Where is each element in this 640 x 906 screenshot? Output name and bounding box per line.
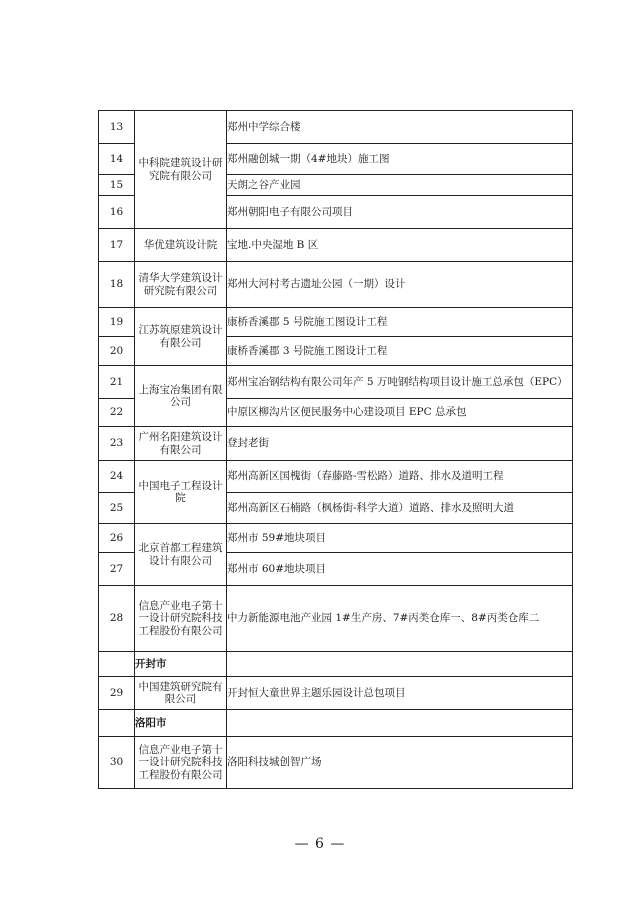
city-header-row	[99, 652, 573, 677]
project-table	[98, 110, 573, 789]
row-number: 20	[99, 337, 135, 366]
organization-cell: 清华大学建筑设计研究院有限公司	[135, 262, 227, 308]
project-name: 洛阳科技城创智广场	[227, 737, 573, 789]
row-number: 18	[99, 262, 135, 308]
table-row	[99, 461, 573, 493]
city-name: 洛阳市	[135, 710, 227, 737]
organization-cell: 信息产业电子第十一设计研究院科技工程股份有限公司	[135, 737, 227, 789]
project-name: 郑州高新区石楠路（枫杨街-科学大道）道路、排水及照明大道	[227, 493, 573, 524]
organization-cell: 北京首都工程建筑设计有限公司	[135, 524, 227, 586]
organization-cell: 中国建筑研究院有限公司	[135, 677, 227, 710]
project-name	[227, 652, 573, 677]
project-name: 开封恒大童世界主题乐园设计总包项目	[227, 677, 573, 710]
row-number: 15	[99, 175, 135, 196]
row-number: 29	[99, 677, 135, 710]
table-row	[99, 111, 573, 144]
project-name: 宝地.中央湿地 B 区	[227, 229, 573, 262]
row-number: 16	[99, 196, 135, 229]
row-number: 17	[99, 229, 135, 262]
project-name: 郑州融创城一期（4#地块）施工图	[227, 144, 573, 175]
row-number: 26	[99, 524, 135, 553]
table-row	[99, 262, 573, 308]
page-number: — 6 —	[294, 836, 346, 852]
project-name: 登封老街	[227, 427, 573, 461]
project-name	[227, 710, 573, 737]
row-number: 22	[99, 399, 135, 427]
project-name: 郑州中学综合楼	[227, 111, 573, 144]
row-number	[99, 710, 135, 737]
row-number: 24	[99, 461, 135, 493]
project-name: 郑州朝阳电子有限公司项目	[227, 196, 573, 229]
city-name: 开封市	[135, 652, 227, 677]
project-name: 郑州大河村考古遗址公园（一期）设计	[227, 262, 573, 308]
row-number: 28	[99, 586, 135, 652]
project-name: 郑州市 60#地块项目	[227, 553, 573, 586]
row-number: 19	[99, 308, 135, 337]
row-number: 21	[99, 366, 135, 399]
table-row	[99, 427, 573, 461]
organization-cell: 中科院建筑设计研究院有限公司	[135, 111, 227, 229]
row-number: 13	[99, 111, 135, 144]
project-name: 康桥香溪郡 3 号院施工图设计工程	[227, 337, 573, 366]
table-row	[99, 677, 573, 710]
table-row	[99, 586, 573, 652]
table-row	[99, 737, 573, 789]
row-number: 23	[99, 427, 135, 461]
organization-cell: 江苏筑原建筑设计有限公司	[135, 308, 227, 366]
organization-cell: 中国电子工程设计院	[135, 461, 227, 524]
city-header-row	[99, 710, 573, 737]
project-name: 中原区柳沟片区便民服务中心建设项目 EPC 总承包	[227, 399, 573, 427]
project-name: 郑州市 59#地块项目	[227, 524, 573, 553]
table-row	[99, 366, 573, 399]
row-number: 30	[99, 737, 135, 789]
organization-cell: 广州名阳建筑设计有限公司	[135, 427, 227, 461]
table-row	[99, 524, 573, 553]
organization-cell: 信息产业电子第十一设计研究院科技工程股份有限公司	[135, 586, 227, 652]
project-name: 中力新能源电池产业园 1#生产房、7#丙类仓库一、8#丙类仓库二	[227, 586, 573, 652]
project-name: 天朗之谷产业园	[227, 175, 573, 196]
project-name: 郑州宝冶钢结构有限公司年产 5 万吨钢结构项目设计施工总承包（EPC）	[227, 366, 573, 399]
table-row	[99, 229, 573, 262]
table-row	[99, 308, 573, 337]
row-number	[99, 652, 135, 677]
project-name: 郑州高新区国槐街（春藤路-雪松路）道路、排水及道明工程	[227, 461, 573, 493]
organization-cell: 华优建筑设计院	[135, 229, 227, 262]
row-number: 27	[99, 553, 135, 586]
organization-cell: 上海宝冶集团有限公司	[135, 366, 227, 427]
project-name: 康桥香溪郡 5 号院施工图设计工程	[227, 308, 573, 337]
row-number: 14	[99, 144, 135, 175]
row-number: 25	[99, 493, 135, 524]
